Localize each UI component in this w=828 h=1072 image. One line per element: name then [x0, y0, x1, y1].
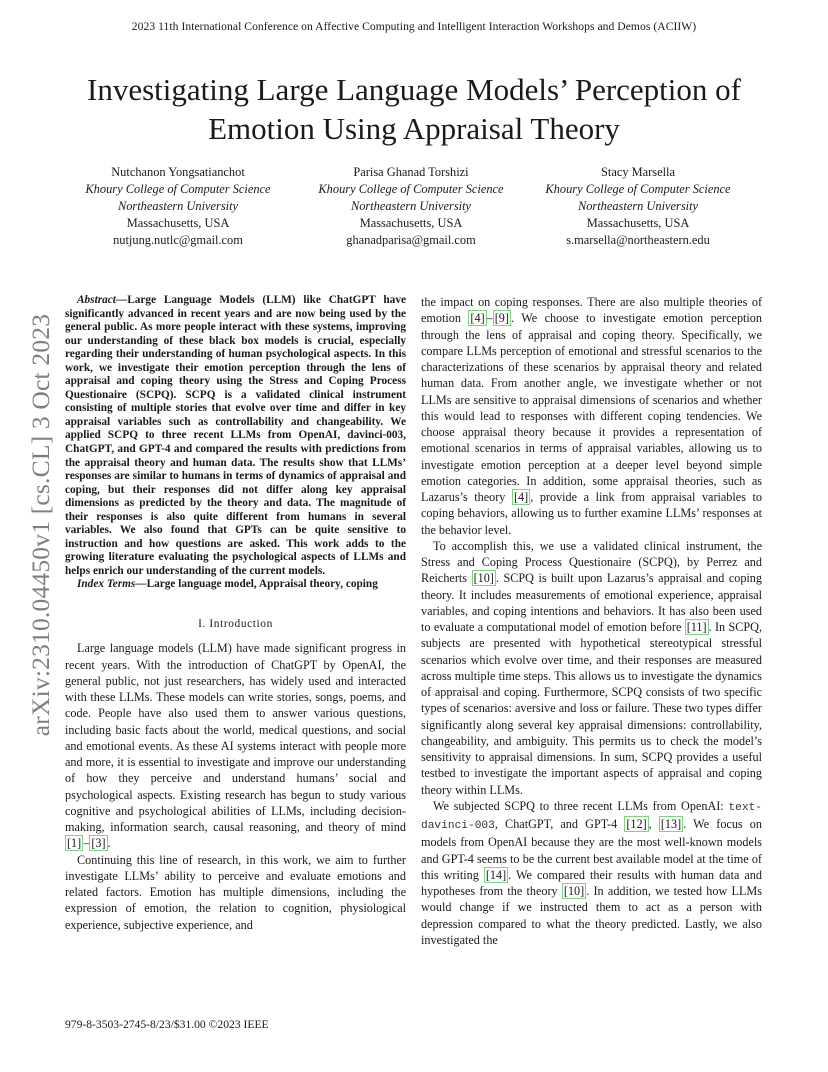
citation-link[interactable]: [13] — [660, 817, 682, 831]
citation-link[interactable]: [9] — [494, 311, 509, 326]
author-department: Khoury College of Computer Science — [545, 182, 731, 196]
paragraph: To accomplish this, we use a validated clinical instrument, the Stress and Coping Process Questionaire (SCPQ), by Perrez and Reicherts [10] . SCPQ is built upon Lazarus’s appraisal and coping theory. It includes measurements of emotional experience, appraisal variables, and coping intentions and behaviors. It has also been used to evaluate a computational model of emotion before [11] . In SCPQ, subjects are presented with hypothetical stereotypical stressful scenarios which evolve over time, and their responses are measured across multiple time steps. This allows us to investigate the dynamics of appraisal and coping. Furthermore, SCPQ consists of two specific types of scenarios: aversive and loss or failure. These two types differ significantly along several key appraisal dimensions: controllability, changeability, and ambiguity. This permits us to check the model’s sensitivity to appraisal dimensions. In sum, SCPQ provides a useful testbed to investigate the important aspects of appraisal and coping theory within LLMs. — [421, 538, 762, 797]
author-email[interactable]: s.marsella@northeastern.edu — [566, 233, 710, 247]
author-university: Northeastern University — [577, 199, 699, 213]
abstract-text: —Large Language Models (LLM) like ChatGPT have significantly advanced in recent years and are now being used by the general public. As more people interact with these systems, improving our understanding of these black box models is crucial, especially regarding their understanding of human psychological aspects. In this work, we investigate their emotion perception through the lens of appraisal and coping theory using the Stress and Coping Process Questionaire (SCPQ). SCPQ is a validated clinical instrument consisting of multiple stories that evolve over time and differ in key appraisal variables such as controllability and changeability. We applied SCPQ to three recent LLMs from OpenAI, davinci-003, ChatGPT, and GPT-4 and compared the results with predictions from the appraisal theory and human data. The results show that LLMs’ responses are similar to humans in terms of dynamics of appraisal and coping, but their responses did not differ along key appraisal dimensions as predicted by the theory and data. The magnitude of their responses is also quite different from humans in several variables. We also found that GPTs can be quite sensitive to instruction and how questions are asked. This work adds to the growing literature evaluating the psychological aspects of LLMs and helps enrich our understanding of the current models. — [65, 294, 406, 577]
model-name-code: text-davinci-003 — [421, 801, 762, 832]
left-column — [65, 294, 406, 933]
citation-link[interactable]: [11] — [686, 620, 707, 634]
citation-link[interactable]: [14] — [485, 867, 507, 882]
author-university: Northeastern University — [350, 199, 472, 213]
author-department: Khoury College of Computer Science — [85, 182, 271, 196]
author-location: Massachusetts, USA — [359, 216, 463, 230]
author-block — [291, 164, 531, 249]
index-terms-text: —Large language model, Appraisal theory, coping — [135, 578, 378, 591]
arxiv-stamp — [16, 295, 66, 755]
arxiv-id: arXiv:2310.04450v1 [cs.CL] 3 Oct 2023 — [26, 313, 55, 737]
citation-link[interactable]: [10] — [563, 884, 585, 898]
author-department: Khoury College of Computer Science — [318, 182, 504, 196]
abstract — [65, 294, 406, 578]
index-terms-label: Index Terms — [77, 578, 136, 591]
paragraph: Large language models (LLM) have made significant progress in recent years. With the introduction of ChatGPT by OpenAI, the general public, not just researchers, has widely used and interacted with these LLMs. These models can write stories, songs, poems, and code. People have also used them to answer various questions, including basic facts about the world, medical questions, and social and emotional events. As these AI systems interact with people more and more, it is essential to investigate and improve our understanding of how they perceive and understand humans’ social and psychological aspects. Existing research has begun to study various cognitive and psychological abilities of LLMs, including decision-making, information search, causal reasoning, and theory of mind [1] – [3] . — [65, 641, 406, 851]
conference-header: 2023 11th International Conference on Affective Computing and Intelligent Interaction Workshops and Demos (ACIIW) — [131, 20, 697, 33]
citation-link[interactable]: [12] — [626, 817, 647, 831]
index-terms — [65, 578, 406, 592]
author-block — [58, 164, 298, 249]
abstract-label: Abstract — [77, 294, 116, 306]
paragraph: the impact on coping responses. There are also multiple theories of emotion [4] – [9] . We choose to investigate emotion perception through the lens of appraisal and coping theory. Specifically, we compare LLMs perception of emotional and stressful scenarios to the characterizations of these scenarios by appraisal theory and related human data. From another angle, we investigate whether or not LLMs are sensitive to appraisal dimensions of scenarios and whether this would lead to responses with different coping tendencies. We choose appraisal theory because it provides a representation of emotional scenarios in terms of appraisal variables, allowing us to investigate emotion perception at a deeper level beyond simple emotion categories. In addition, some appraisal theories, such as Lazarus’s theory [4] , provide a link from appraisal variables to coping behaviors, allowing us to further examine LLMs’ responses at the behavior level. — [421, 295, 762, 537]
copyright-footer: 979-8-3503-2745-8/23/$31.00 ©2023 IEEE — [65, 1018, 269, 1031]
author-university: Northeastern University — [117, 199, 239, 213]
author-name: Nutchanon Yongsatianchot — [111, 165, 245, 179]
paper-title: Investigating Large Language Models’ Perception of Emotion Using Appraisal Theory — [87, 72, 741, 146]
paragraph: We subjected SCPQ to three recent LLMs from OpenAI: text-davinci-003, ChatGPT, and GPT-4 [12] , [13] . We focus on models from OpenAI because they are the most well-known models and GPT-4 seems to be the current best available model at the time of this writing [14] . We compared their results with human data and hypotheses from the theory [10] . In addition, we tested how LLMs would change if we instructed them to act as a person with depression compared to what the theory predicted. Lastly, we also investigated the — [421, 798, 762, 947]
author-email[interactable]: nutjung.nutlc@gmail.com — [113, 233, 243, 247]
author-location: Massachusetts, USA — [126, 216, 230, 230]
citation-link[interactable]: [10] — [473, 571, 494, 586]
citation-link[interactable]: [1] — [67, 836, 82, 851]
section-heading: I. Introduction — [198, 618, 273, 631]
citation-link[interactable]: [4] — [513, 490, 529, 504]
author-name: Parisa Ghanad Torshizi — [353, 165, 469, 179]
citation-link[interactable]: [4] — [470, 311, 485, 326]
author-email[interactable]: ghanadparisa@gmail.com — [346, 233, 476, 247]
author-block — [518, 164, 758, 249]
paragraph: Continuing this line of research, in this work, we aim to further investigate LLMs’ ability to perceive and evaluate emotions and related factors. Emotion has multiple dimensions, including the expression of emotion, the relation to cognition, physiological experience, subjective experience, and — [65, 852, 406, 932]
author-location: Massachusetts, USA — [586, 216, 690, 230]
right-column — [421, 294, 762, 948]
citation-link[interactable]: [3] — [91, 836, 106, 851]
author-name: Stacy Marsella — [601, 165, 675, 179]
